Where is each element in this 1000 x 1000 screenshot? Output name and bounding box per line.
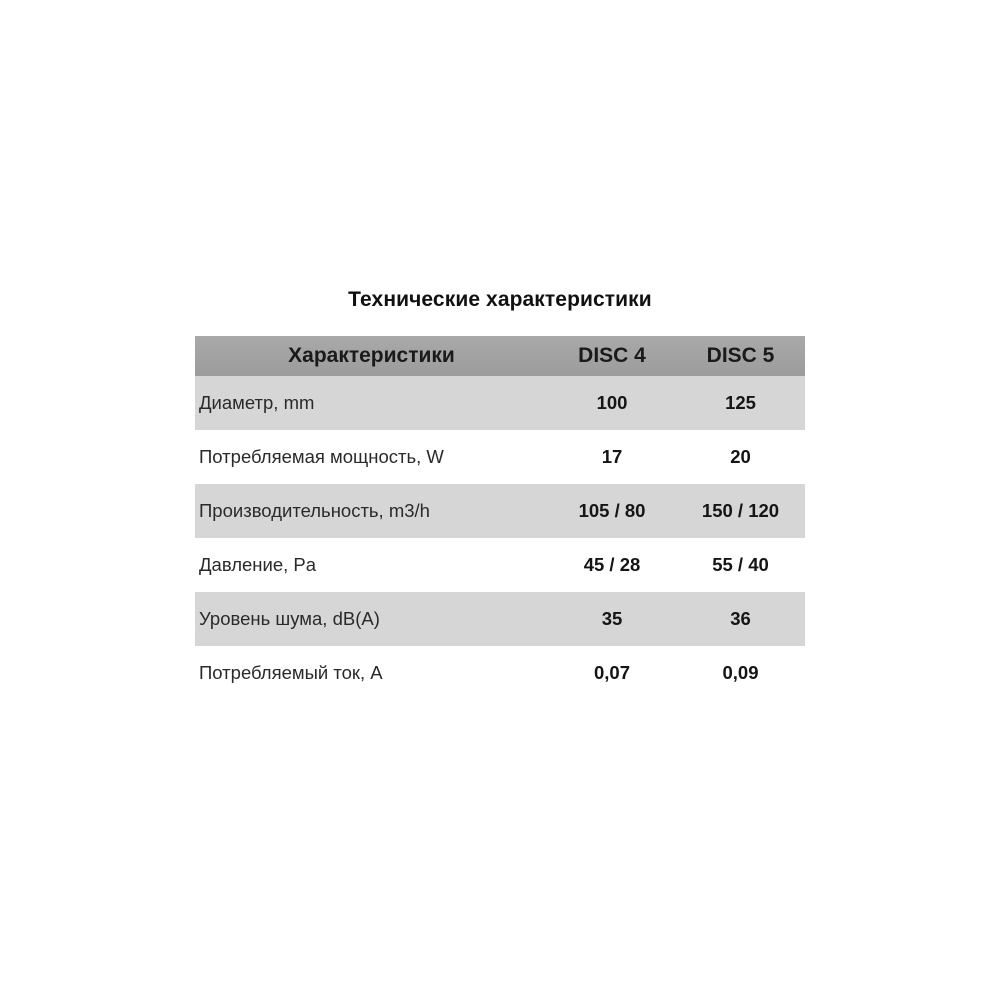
table-row — [195, 646, 805, 700]
disc4-value: 17 — [548, 430, 676, 484]
table-row — [195, 484, 805, 538]
disc5-value: 0,09 — [676, 646, 805, 700]
row-label: Потребляемый ток, A — [195, 646, 548, 700]
row-label: Давление, Pa — [195, 538, 548, 592]
column-header-disc4: DISC 4 — [548, 336, 676, 376]
table-header-row — [195, 336, 805, 376]
row-label: Производительность, m3/h — [195, 484, 548, 538]
disc4-value: 35 — [548, 592, 676, 646]
table-row — [195, 376, 805, 430]
row-label: Диаметр, mm — [195, 376, 548, 430]
column-header-characteristics: Характеристики — [195, 336, 548, 376]
disc4-value: 100 — [548, 376, 676, 430]
spec-table — [195, 336, 805, 700]
disc5-value: 55 / 40 — [676, 538, 805, 592]
disc4-value: 0,07 — [548, 646, 676, 700]
disc5-value: 20 — [676, 430, 805, 484]
column-header-disc5: DISC 5 — [676, 336, 805, 376]
page-title: Технические характеристики — [348, 288, 652, 311]
row-label: Потребляемая мощность, W — [195, 430, 548, 484]
disc5-value: 150 / 120 — [676, 484, 805, 538]
table-row — [195, 592, 805, 646]
disc4-value: 105 / 80 — [548, 484, 676, 538]
disc5-value: 36 — [676, 592, 805, 646]
table-row — [195, 538, 805, 592]
table-row — [195, 430, 805, 484]
disc5-value: 125 — [676, 376, 805, 430]
disc4-value: 45 / 28 — [548, 538, 676, 592]
row-label: Уровень шума, dB(A) — [195, 592, 548, 646]
